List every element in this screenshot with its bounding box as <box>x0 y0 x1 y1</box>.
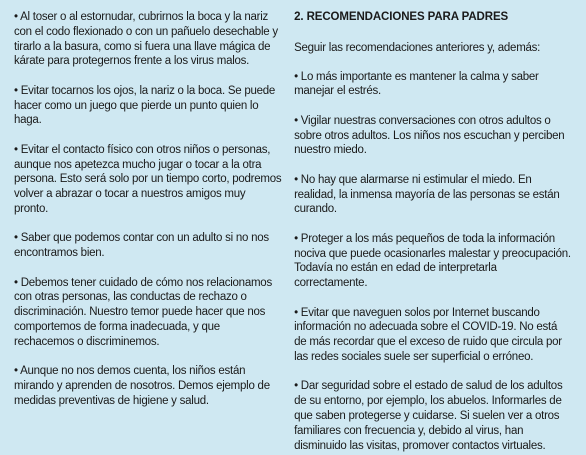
bullet-careful-relations: • Debemos tener cuidado de cómo nos relacionamos con otras personas, las conductas de rechazo o discriminación. Nuestro temor puede hacer que nos comportemos de forma inadecuada, y que rechacemos o discriminemos. <box>14 276 272 348</box>
bullet-avoid-touching-face: • Evitar tocarnos los ojos, la nariz o la boca. Se puede hacer como un juego que pierde un punto quien lo haga. <box>14 84 276 127</box>
bullet-watch-conversations: • Vigilar nuestras conversaciones con otros adultos o sobre otros adultos. Los niños nos escuchan y perciben nuestro miedo. <box>294 114 565 157</box>
bullet-no-alarm: • No hay que alarmarse ni estimular el miedo. En realidad, la inmensa mayoría de las personas se están curando. <box>294 173 560 216</box>
bullet-cover-mouth: • Al toser o al estornudar, cubrirnos la boca y la nariz con el codo flexionado o con un pañuelo desechable y tirarlo a la basura, como si fuera una llave mágica de kárate para protegernos frente a los virus malos. <box>14 11 278 68</box>
bullet-internet-use: • Evitar que naveguen solos por Internet buscando información no adecuada sobre el COVID-19. No está de más recordar que el exceso de ruido que circula por las redes sociales suele ser superficial o erróneo. <box>294 306 562 363</box>
section-heading: 2. RECOMENDACIONES PARA PADRES <box>294 11 509 23</box>
bullet-stay-calm: • Lo más importante es mantener la calma y saber manejar el estrés. <box>294 70 539 98</box>
right-column <box>294 10 572 455</box>
bullet-count-on-adult: • Saber que podemos contar con un adulto si no nos encontramos bien. <box>14 232 269 260</box>
section-intro: Seguir las recomendaciones anteriores y, además: <box>294 41 541 54</box>
bullet-reassure-health: • Dar seguridad sobre el estado de salud de los adultos de su entorno, por ejemplo, los abuelos. Informarles de que saben protegerse y cuidarse. Si suelen ver a otros familiares con frecuencia y, debido al virus, han disminuido las visitas, promover contactos virtuales. <box>294 380 563 452</box>
bullet-lead-by-example: • Aunque no nos demos cuenta, los niños están mirando y aprenden de nosotros. Demos ejemplo de medidas preventivas de higiene y salud. <box>14 365 270 407</box>
left-column <box>14 10 282 455</box>
bullet-avoid-physical-contact: • Evitar el contacto físico con otros niños o personas, aunque nos apetezca mucho jugar o tocar a la otra persona. Esto será solo por un tiempo corto, podremos volver a abrazar o tocar a nuestros amigos muy pronto. <box>14 143 282 215</box>
bullet-protect-little-ones: • Proteger a los más pequeños de toda la información nociva que puede ocasionarles malestar y preocupación. Todavía no están en edad de interpretarla correctamente. <box>294 232 571 290</box>
